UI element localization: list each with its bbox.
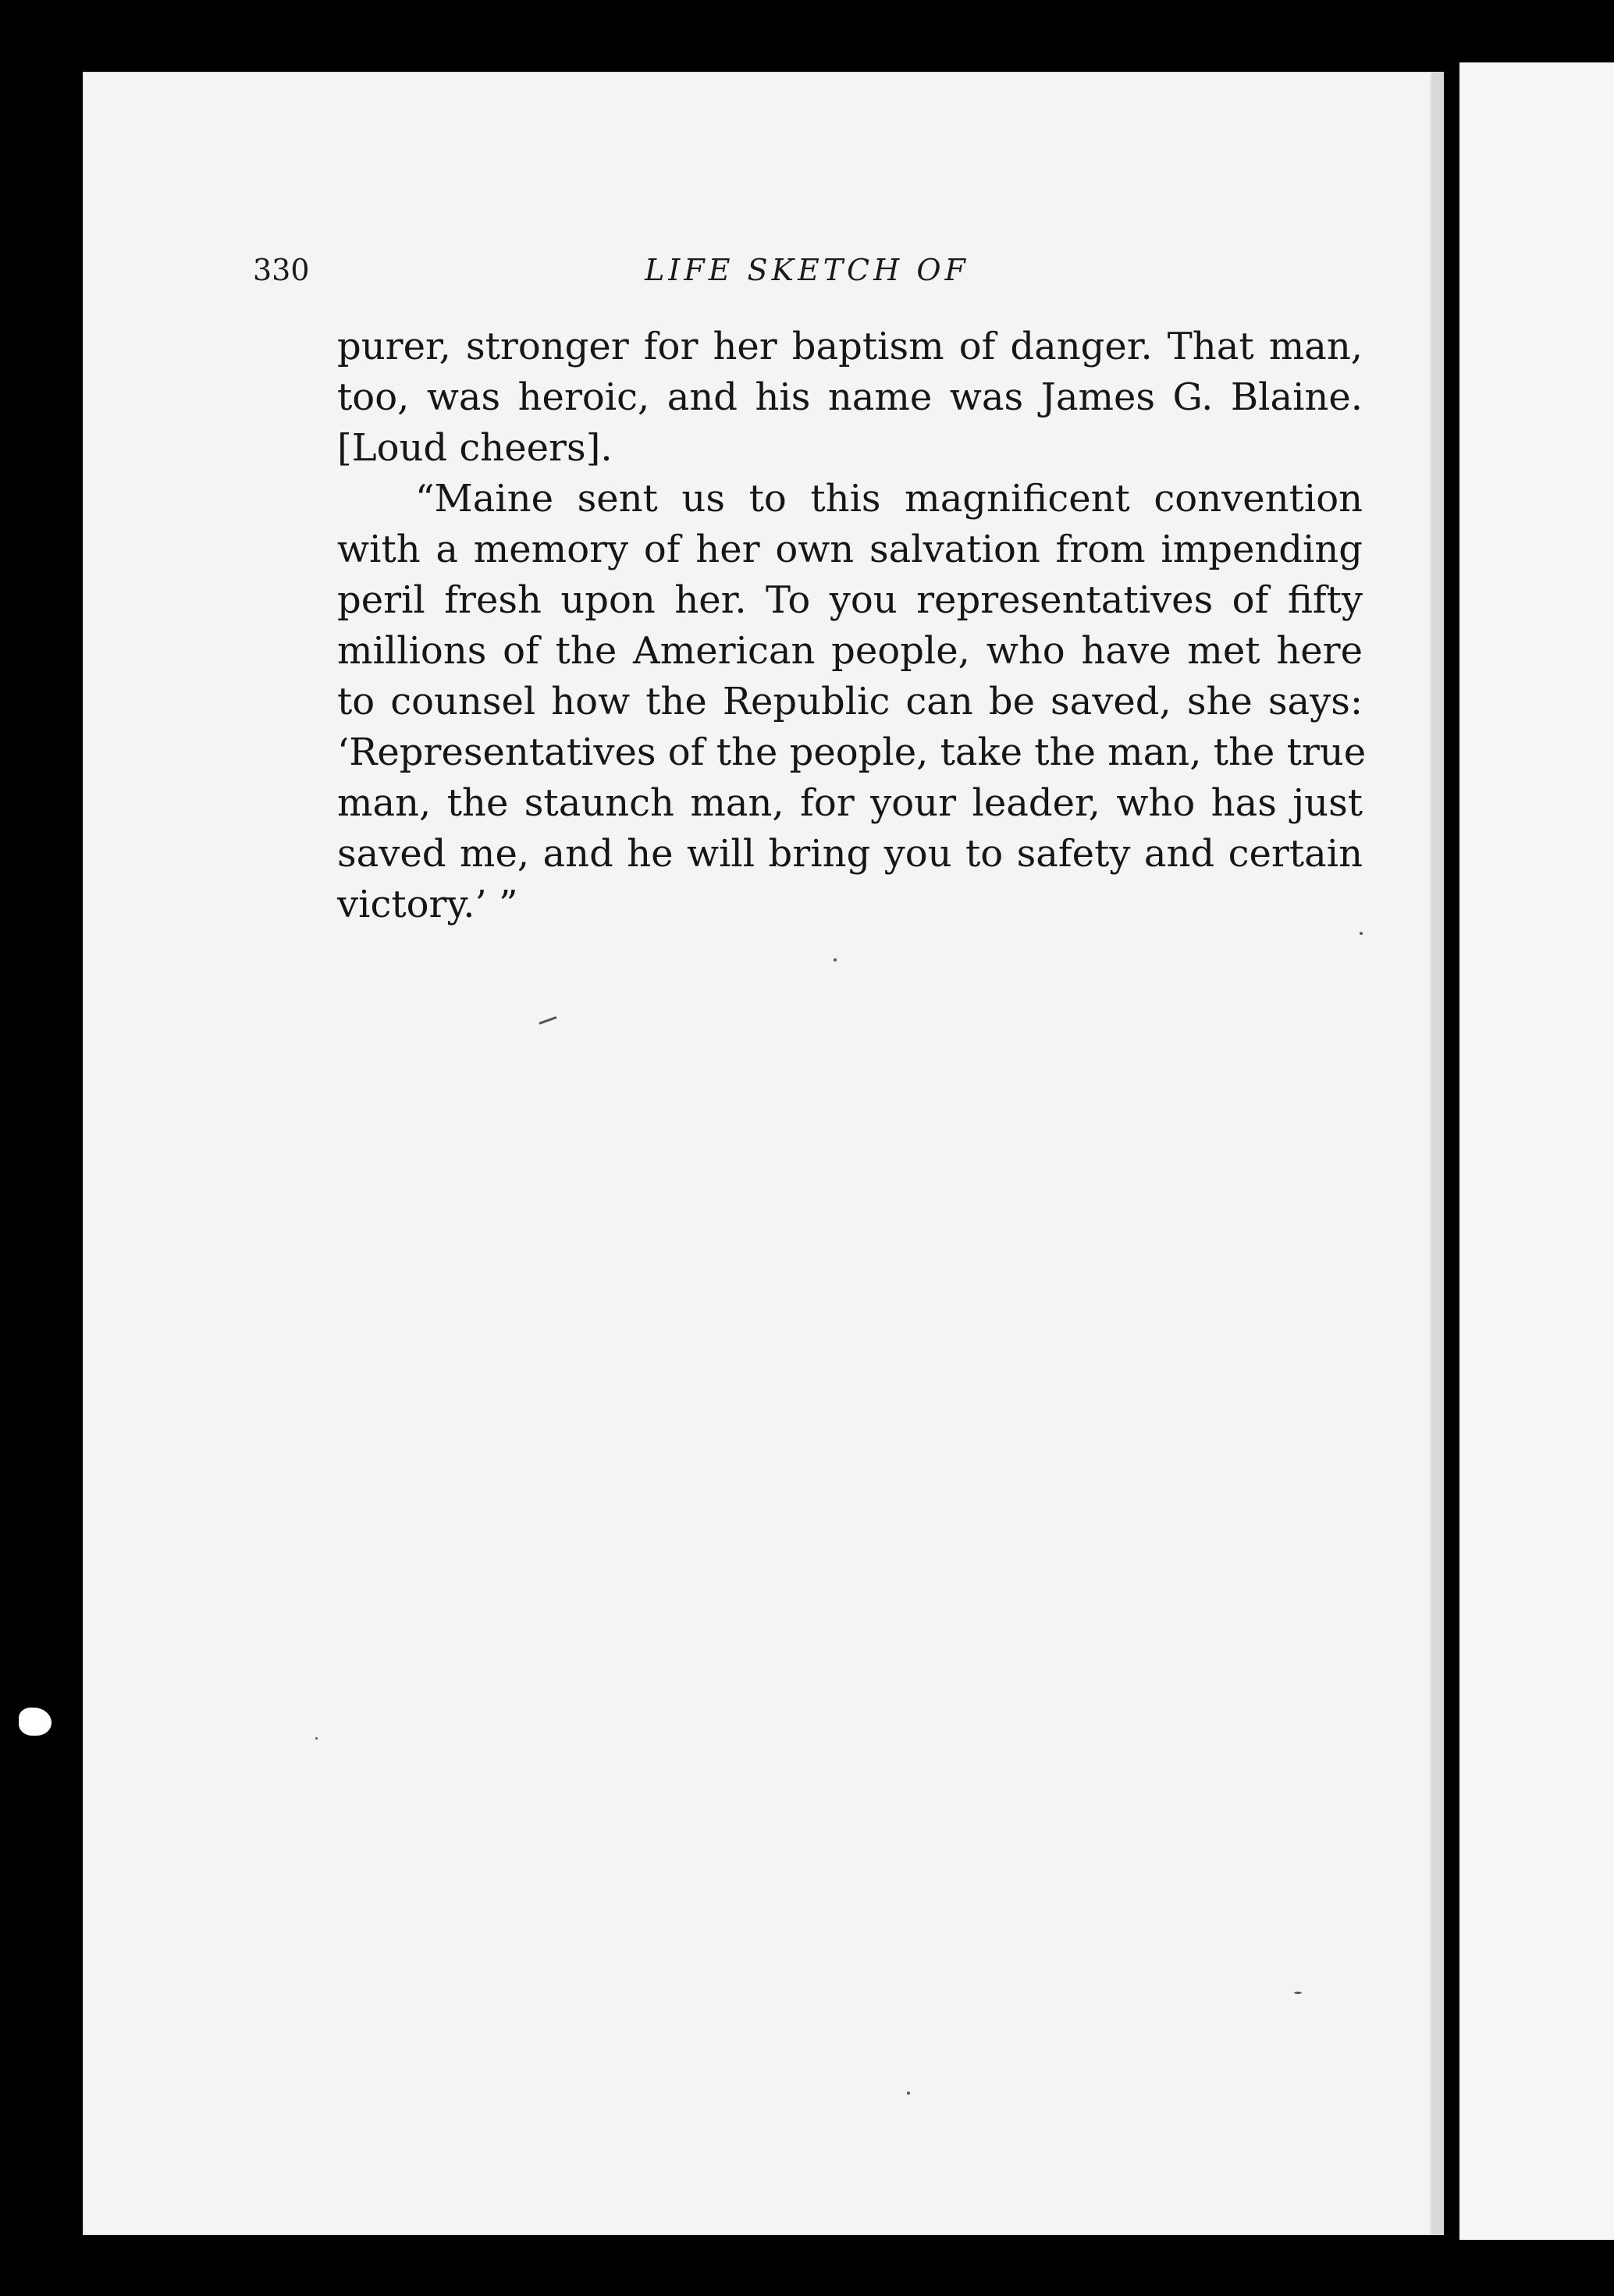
text-line: [Loud cheers]. [337, 426, 613, 470]
body-text [337, 322, 1367, 930]
text-line: victory.’ ” [337, 883, 518, 926]
text-line: ‘Representatives of the people, take the man, the true [337, 730, 1367, 774]
text-line: with a memory of her own salvation from impending [337, 528, 1363, 571]
running-title: LIFE SKETCH OF [645, 253, 969, 287]
page-number: 330 [253, 253, 310, 287]
scan-speck [907, 2092, 910, 2095]
running-head [253, 248, 1361, 292]
text-line: “Maine sent us to this magnificent convention [415, 477, 1363, 521]
text-line: man, the staunch man, for your leader, who has just [337, 781, 1363, 825]
text-line: saved me, and he will bring you to safety and certain [337, 832, 1363, 876]
scan-speck [1294, 1992, 1302, 1994]
adjacent-page [1459, 62, 1614, 2240]
text-line: purer, stronger for her baptism of danger. That man, [337, 325, 1363, 368]
text-line: peril fresh upon her. To you representatives of fifty [337, 578, 1363, 622]
text-line: millions of the American people, who have met here [337, 629, 1363, 673]
text-line: to counsel how the Republic can be saved, she says: [337, 680, 1363, 723]
scan-blot [19, 1708, 52, 1736]
scan-speck [315, 1737, 318, 1740]
scan-speck [834, 958, 837, 961]
text-line: too, was heroic, and his name was James G. Blaine. [337, 375, 1363, 419]
scan-speck [1360, 932, 1363, 935]
page-edge [1431, 72, 1444, 2235]
